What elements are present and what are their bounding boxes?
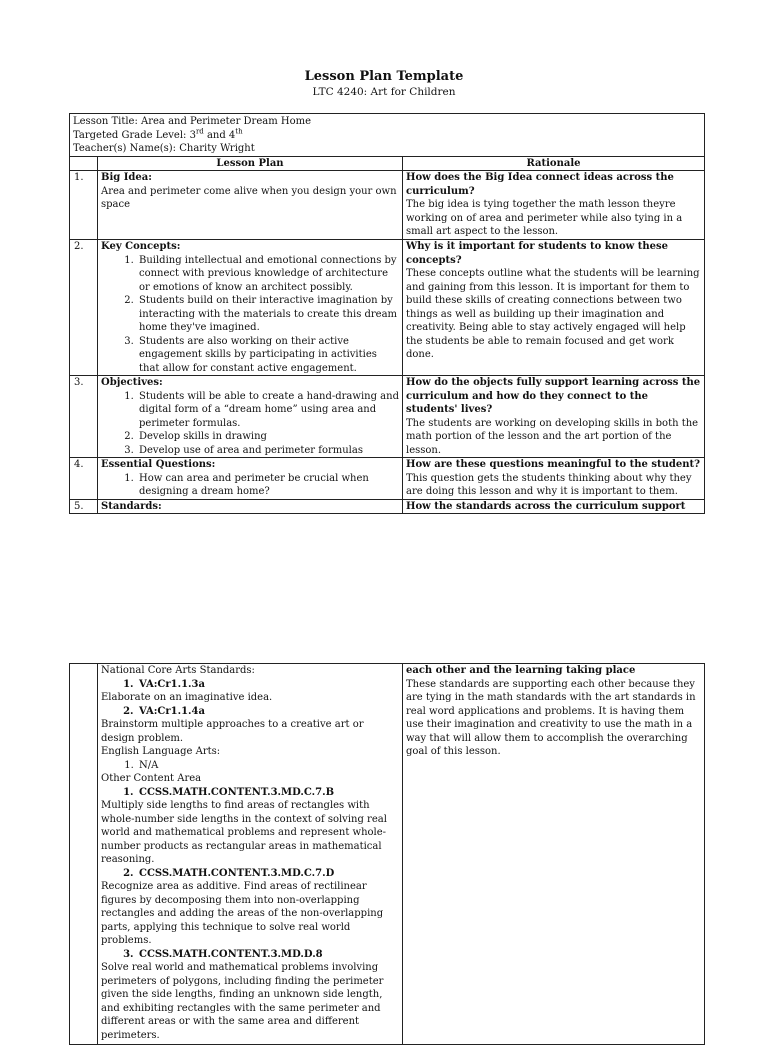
list-item: 2. Students build on their interactive imagination by interacting with the materials to create this dream home they've imagined. <box>137 294 399 335</box>
table-row <box>70 171 705 240</box>
grade-level-text: Targeted Grade Level: 3 <box>73 129 196 141</box>
number-header <box>70 156 98 171</box>
standard-text: Brainstorm multiple approaches to a creative art or design problem. <box>101 719 364 744</box>
rationale-question: each other and the learning taking place <box>406 665 636 676</box>
row-number: 5. <box>70 499 98 514</box>
list-item: 2. Develop skills in drawing <box>137 430 399 444</box>
list-item: 1. Building intellectual and emotional connections by connect with previous knowledge of architecture or emotions of know an architect possibly. <box>137 254 399 295</box>
row-heading: Essential Questions: <box>101 459 216 470</box>
standard-text: Multiply side lengths to find areas of rectangles with whole-number side lengths in the context of solving real world and mathematical problems and represent whole-number products as rectangular areas in mathematical reasoning. <box>101 800 387 865</box>
standard-code: 2. CCSS.MATH.CONTENT.3.MD.C.7.D <box>137 867 399 881</box>
standard-text: Elaborate on an imaginative idea. <box>101 692 273 703</box>
math-list-1 <box>101 786 399 800</box>
rationale-question: How the standards across the curriculum support <box>406 500 686 512</box>
grade-sup-1: rd <box>195 127 204 136</box>
core-arts-list-1 <box>101 678 399 692</box>
table-row <box>70 458 705 500</box>
list-item: 1. N/A <box>137 759 399 773</box>
ela-heading: English Language Arts: <box>101 746 221 757</box>
table-row <box>70 376 705 458</box>
row-body: Area and perimeter come alive when you design your own space <box>101 185 397 210</box>
row-number: 2. <box>70 240 98 376</box>
row-number <box>70 664 98 1045</box>
standard-code: 2. VA:Cr1.1.4a <box>137 705 399 719</box>
table-row <box>70 499 705 514</box>
other-content-heading: Other Content Area <box>101 773 202 784</box>
row-heading: Objectives: <box>101 377 163 388</box>
grade-level-mid: and 4 <box>203 129 236 141</box>
rationale-answer: These standards are supporting each other because they are tying in the math standards with the art standards in real word applications and problems. It is having them use their imagination and creativity to use the math in a way that will allow them to accomplish the overarching goal of this lesson. <box>406 678 696 757</box>
key-concepts-list <box>101 254 399 376</box>
rationale-answer: These concepts outline what the students will be learning and gaining from this lesson. It is important for them to build these skills of creating connections between two things as well as building up their imagination and creativity. Being able to stay actively engaged will help the students be able to remain focused and get work done. <box>406 268 700 360</box>
standard-text: Recognize area as additive. Find areas of rectilinear figures by decomposing them into non-overlapping rectangles and adding the areas of the non-overlapping parts, applying this technique to solve real world problems. <box>101 881 384 946</box>
list-item: 1. Students will be able to create a hand-drawing and digital form of a “dream home” using area and perimeter formulas. <box>137 390 399 431</box>
rationale-question: How does the Big Idea connect ideas across the curriculum? <box>406 172 674 197</box>
list-item: 3. Students are also working on their active engagement skills by participating in activities that allow for constant active engagement. <box>137 335 399 376</box>
rationale-header: Rationale <box>403 156 705 171</box>
rationale-question: How are these questions meaningful to the student? <box>406 459 700 470</box>
list-item: 1. How can area and perimeter be crucial when designing a dream home? <box>137 472 399 499</box>
lesson-title: Lesson Title: Area and Perimeter Dream Home <box>73 116 312 127</box>
table-row <box>70 240 705 376</box>
info-row <box>70 114 705 157</box>
standard-text: Solve real world and mathematical problems involving perimeters of polygons, including finding the perimeter given the side lengths, finding an unknown side length, and exhibiting rectangles with the same perimeter and different areas or with the same area and different perimeters. <box>101 962 384 1041</box>
rationale-question: Why is it important for students to know these concepts? <box>406 241 668 266</box>
ela-list <box>101 759 399 773</box>
grade-sup-2: th <box>235 127 243 136</box>
rationale-answer: The big idea is tying together the math lesson theyre working on of area and perimeter while also tying in a small art aspect to the lesson. <box>406 199 683 237</box>
grade-level <box>73 129 701 143</box>
standards-continued-table <box>69 663 705 1045</box>
standard-code: 3. CCSS.MATH.CONTENT.3.MD.D.8 <box>137 948 399 962</box>
row-number: 1. <box>70 171 98 240</box>
row-number: 3. <box>70 376 98 458</box>
standard-code: 1. VA:Cr1.1.3a <box>137 678 399 692</box>
row-heading: Big Idea: <box>101 172 152 183</box>
teacher-name: Teacher(s) Name(s): Charity Wright <box>73 143 255 154</box>
document-title: Lesson Plan Template <box>304 69 464 84</box>
essential-questions-list <box>101 472 399 499</box>
rationale-answer: This question gets the students thinking about why they are doing this lesson and why it is important to them. <box>406 472 692 497</box>
rationale-question: How do the objects fully support learning across the curriculum and how do they connect to the students' lives? <box>406 377 701 415</box>
lesson-plan-table <box>69 113 705 514</box>
row-heading: Key Concepts: <box>101 241 181 252</box>
column-header-row <box>70 156 705 171</box>
lesson-plan-header: Lesson Plan <box>98 156 403 171</box>
row-number: 4. <box>70 458 98 500</box>
core-arts-heading: National Core Arts Standards: <box>101 665 255 676</box>
table-row <box>70 664 705 1045</box>
core-arts-list-2 <box>101 705 399 719</box>
math-list-2 <box>101 867 399 881</box>
standard-code: 1. CCSS.MATH.CONTENT.3.MD.C.7.B <box>137 786 399 800</box>
document-subtitle: LTC 4240: Art for Children <box>312 86 456 98</box>
list-item: 3. Develop use of area and perimeter formulas <box>137 444 399 458</box>
objectives-list <box>101 390 399 458</box>
rationale-answer: The students are working on developing skills in both the math portion of the lesson and the art portion of the lesson. <box>406 417 699 456</box>
math-list-3 <box>101 948 399 962</box>
row-heading: Standards: <box>101 500 162 512</box>
